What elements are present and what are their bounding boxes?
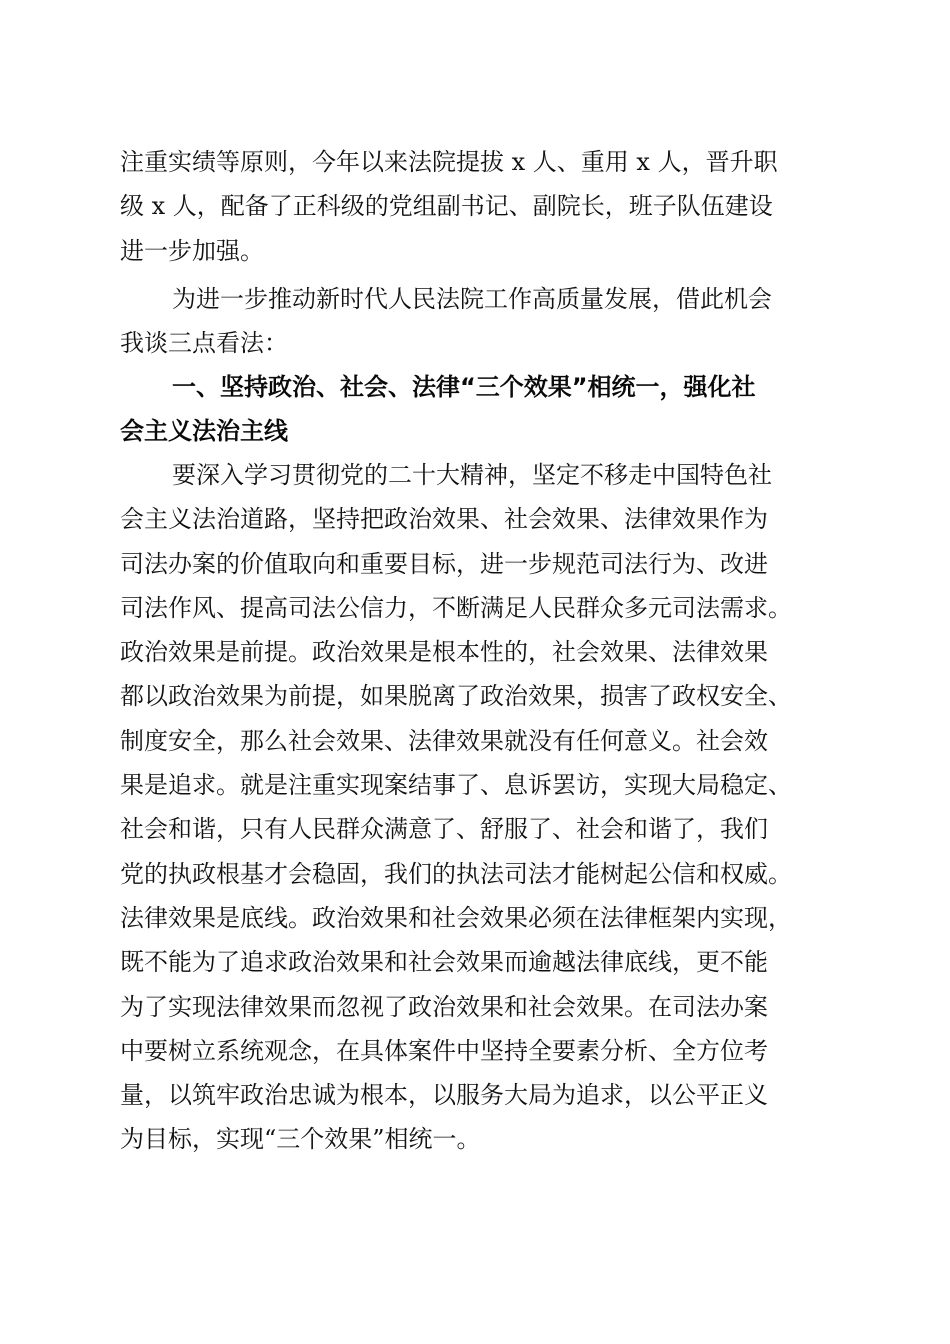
heading-line: 一、坚持政治、社会、法律“三个效果”相统一，强化社 [172, 373, 756, 401]
paragraph-intro [120, 277, 836, 366]
text-line: 要深入学习贯彻党的二十大精神，坚定不移走中国特色社 [172, 461, 772, 489]
text-line: 政治效果是前提。政治效果是根本性的，社会效果、法律效果 [120, 638, 768, 667]
text-line: 司法办案的价值取向和重要目标，进一步规范司法行为、改进 [120, 549, 768, 578]
heading-line: 会主义法治主线 [120, 417, 288, 446]
text-line: 法律效果是底线。政治效果和社会效果必须在法律框架内实现， [120, 903, 792, 932]
text-line: 为目标，实现“三个效果”相统一。 [120, 1125, 481, 1154]
text-line: 注重实绩等原则，今年以来法院提拔 x 人、重用 x 人，晋升职 [120, 148, 778, 176]
section-heading-1 [120, 365, 836, 454]
paragraph-body [120, 453, 836, 1162]
text-line: 进一步加强。 [120, 236, 264, 265]
text-line: 司法作风、提高司法公信力，不断满足人民群众多元司法需求。 [120, 593, 792, 622]
text-line: 量，以筑牢政治忠诚为根本，以服务大局为追求，以公平正义 [120, 1081, 768, 1110]
text-line: 党的执政根基才会稳固，我们的执法司法才能树起公信和权威。 [120, 859, 792, 888]
text-line: 制度安全，那么社会效果、法律效果就没有任何意义。社会效 [120, 726, 768, 755]
text-line: 为进一步推动新时代人民法院工作高质量发展，借此机会 [172, 285, 772, 313]
text-line: 我谈三点看法： [120, 329, 288, 358]
text-line: 级 x 人，配备了正科级的党组副书记、副院长，班子队伍建设 [120, 192, 773, 221]
text-line: 果是追求。就是注重实现案结事了、息诉罢访，实现大局稳定、 [120, 771, 792, 800]
text-line: 为了实现法律效果而忽视了政治效果和社会效果。在司法办案 [120, 992, 768, 1021]
text-line: 社会和谐，只有人民群众满意了、舒服了、社会和谐了，我们 [120, 815, 768, 844]
text-line: 中要树立系统观念，在具体案件中坚持全要素分析、全方位考 [120, 1036, 768, 1065]
text-line: 都以政治效果为前提，如果脱离了政治效果，损害了政权安全、 [120, 682, 792, 711]
text-line: 既不能为了追求政治效果和社会效果而逾越法律底线，更不能 [120, 948, 768, 977]
text-line: 会主义法治道路，坚持把政治效果、社会效果、法律效果作为 [120, 505, 768, 534]
paragraph-continuation [120, 140, 836, 273]
